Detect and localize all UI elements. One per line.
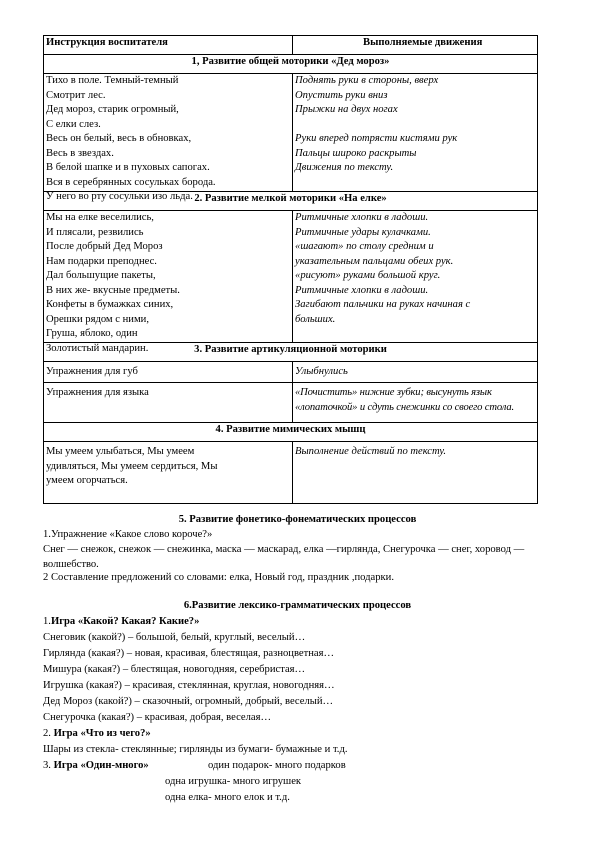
game-1-line: Снеговик (какой?) – большой, белый, круглый, веселый… — [43, 632, 306, 643]
text-line: Конфеты в бумажках синих, — [46, 299, 174, 310]
movement-line: больших. — [295, 313, 336, 325]
game-1-line: Игрушка (какая?) – красивая, стеклянная, круглая, новогодняя… — [43, 680, 335, 691]
text-line: В них же- вкусные предметы. — [46, 284, 180, 296]
text-line: И плясали, резвились — [46, 226, 144, 238]
section-4-text — [44, 442, 293, 504]
movement-line: Ритмичные удары кулачками. — [295, 226, 431, 238]
text-line: Груша, яблоко, один — [46, 328, 138, 339]
section-6-title: 6.Развитие лексико-грамматических процессов — [183, 600, 412, 611]
text-line: Золотистый мандарин. — [46, 342, 149, 354]
text-line: Нам подарки преподнес. — [46, 255, 157, 267]
text-line: В белой шапке и в пуховых сапогах. — [46, 162, 210, 173]
game-1-title: 1.Игра «Какой? Какая? Какие?» — [43, 616, 200, 627]
game-2-text: Шары из стекла- стеклянные; гирлянды из бумаги- бумажные и т.д. — [43, 744, 348, 755]
text-line: Мы на елке веселились, — [46, 212, 154, 223]
game-3-line: одна игрушка- много игрушек — [165, 776, 302, 787]
game-1-line: Дед Мороз (какой?) – сказочный, огромный, добрый, веселый… — [43, 696, 334, 707]
movement-line: Руки вперед потрясти кистями рук — [295, 133, 458, 144]
text-line: После добрый Дед Мороз — [46, 241, 163, 252]
text-line: Весь он белый, весь в обновках, — [46, 133, 192, 144]
game-3-title: 3. Игра «Один-много» — [43, 760, 149, 771]
section-2-movements — [293, 211, 538, 343]
exercise-1-title: 1.Упражнение «Какое слово короче?» — [43, 529, 213, 540]
movement-line: Опустить руки вниз — [295, 89, 388, 101]
section-2-text — [44, 211, 293, 354]
movement-line: Загибают пальчики на руках начиная с — [295, 299, 471, 310]
exercise-2-text: 2 Составление предложений со словами: елка, Новый год, праздник ,подарки. — [43, 572, 394, 583]
section-1-title: 1, Развитие общей моторики «Дед мороз» — [44, 55, 538, 74]
section-1-movements — [293, 74, 538, 192]
text-line: С елки слез. — [46, 118, 101, 130]
exercise-1-text: Снег — снежок, снежок — снежинка, маска — маскарад, елка —гирлянда, Снегурочка — снег, хоровод — волшебство. — [43, 544, 525, 570]
column-header-movements: Выполняемые движения — [293, 36, 538, 55]
text-line: Весь в звездах. — [46, 147, 114, 159]
section-3-title: 3. Развитие артикуляционной моторики — [44, 343, 538, 362]
lips-exercise-label: Упражнения для губ — [44, 362, 293, 383]
lesson-table — [43, 35, 538, 504]
section-5-title: 5. Развитие фонетико-фонематических процессов — [178, 514, 417, 525]
movement-line: указательным пальцами обеих рук. — [295, 255, 454, 267]
lips-exercise-action: Улыбнулись — [293, 362, 538, 383]
text-line: удивляться, Мы умеем сердиться, Мы — [46, 460, 218, 472]
movement-line: «шагают» по столу средним и — [295, 241, 434, 252]
text-line: Дед мороз, старик огромный, — [46, 104, 179, 115]
text-line: Мы умеем улыбаться, Мы умеем — [46, 446, 195, 457]
text-line: Смотрит лес. — [46, 89, 106, 101]
movement-line: Поднять руки в стороны, вверх — [295, 75, 439, 86]
text-line: Орешки рядом с ними, — [46, 313, 149, 325]
game-1-line: Снегурочка (какая?) – красивая, добрая, веселая… — [43, 712, 272, 723]
movement-line: Движения по тексту. — [295, 162, 394, 173]
text-line: Дал большущие пакеты, — [46, 270, 156, 281]
movement-line: «Почистить» нижние зубки; высунуть язык — [295, 387, 492, 398]
movement-line: Прыжки на двух ногах — [295, 104, 398, 115]
game-1-line: Гирлянда (какая?) – новая, красивая, блестящая, разноцветная… — [43, 648, 335, 659]
game-3-line: один подарок- много подарков — [208, 760, 346, 771]
text-line: У него во рту сосульки изо льда. — [46, 191, 193, 202]
movement-line: Пальцы широко раскрыты — [295, 147, 417, 159]
table-header-row — [44, 36, 538, 55]
tongue-exercise-label: Упражнения для языка — [44, 383, 293, 423]
text-line: Вся в серебрянных сосульках борода. — [46, 176, 216, 188]
section-4-movements: Выполнение действий по тексту. — [293, 442, 538, 504]
game-2-title: 2. Игра «Что из чего?» — [43, 728, 151, 739]
section-2-title: 2. Развитие мелкой моторики «На елке» — [44, 192, 538, 211]
movement-line: Ритмичные хлопки в ладоши. — [295, 212, 429, 223]
column-header-instruction: Инструкция воспитателя — [44, 36, 293, 55]
text-line: Тихо в поле. Темный-темный — [46, 75, 179, 86]
game-3-line: одна елка- много елок и т.д. — [165, 792, 290, 803]
movement-line: Ритмичные хлопки в ладоши. — [295, 284, 429, 296]
section-4-title: 4. Развитие мимических мышц — [44, 423, 538, 442]
section-1-text — [44, 74, 293, 202]
game-1-line: Мишура (какая?) – блестящая, новогодняя, серебристая… — [43, 664, 306, 675]
text-line: умеем огорчаться. — [46, 475, 128, 486]
tongue-exercise-action — [293, 383, 538, 423]
movement-line: «лопаточкой» и сдуть снежинки со своего стола. — [295, 401, 514, 413]
movement-line: «рисуют» руками большой круг. — [295, 270, 441, 281]
